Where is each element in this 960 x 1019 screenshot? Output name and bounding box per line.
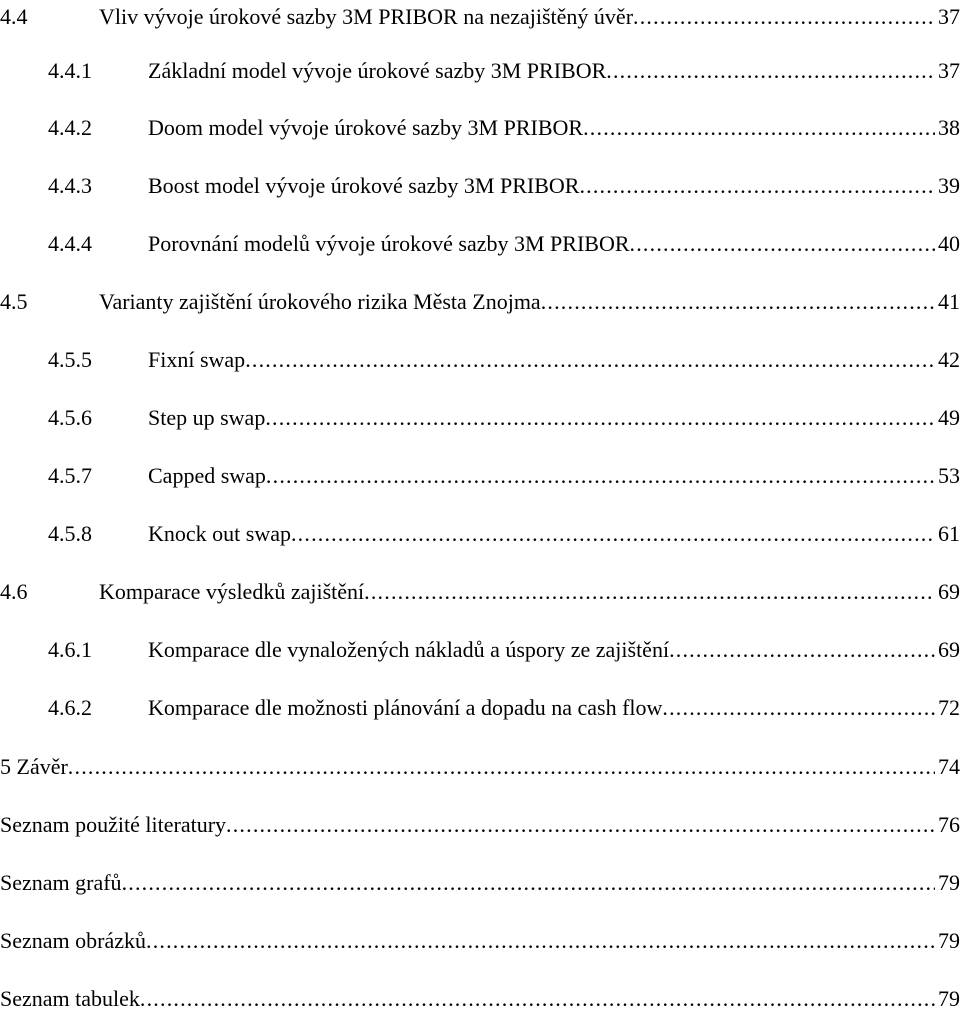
toc-entry-page: 37	[938, 4, 960, 29]
dot-leader	[630, 224, 935, 264]
toc-entry-page: 49	[938, 405, 960, 430]
dot-leader	[140, 979, 935, 1019]
toc-entry-title: Doom model vývoje úrokové sazby 3M PRIBOR	[148, 115, 584, 140]
toc-entry[interactable]	[0, 863, 960, 903]
toc-entry-number: 4.4.4	[48, 231, 92, 256]
toc-entry-page: 76	[938, 812, 960, 837]
toc-entry[interactable]	[0, 398, 960, 438]
toc-entry-title: Komparace výsledků zajištění	[99, 579, 365, 604]
toc-entry-page: 37	[938, 58, 960, 83]
toc-entry[interactable]	[0, 340, 960, 380]
toc-entry-number: 4.4	[0, 4, 28, 29]
toc-entry-title: Boost model vývoje úrokové sazby 3M PRIBOR	[148, 173, 580, 198]
dot-leader	[606, 51, 935, 91]
toc-entry[interactable]	[0, 108, 960, 148]
toc-entry-title-row	[148, 688, 960, 728]
toc-entry[interactable]	[0, 747, 960, 787]
dot-leader	[364, 572, 935, 612]
toc-entry[interactable]	[0, 630, 960, 670]
toc-entry-title-row	[148, 51, 960, 91]
toc-entry-title: Seznam tabulek	[0, 986, 140, 1011]
toc-entry[interactable]	[0, 0, 960, 37]
toc-entry-page: 40	[938, 231, 960, 256]
dot-leader	[265, 398, 935, 438]
dot-leader	[541, 282, 935, 322]
toc-entry-number: 4.4.2	[48, 115, 92, 140]
dot-leader	[633, 0, 935, 37]
toc-entry-number: 4.4.3	[48, 173, 92, 198]
toc-entry-page: 38	[938, 115, 960, 140]
toc-entry-title: Vliv vývoje úrokové sazby 3M PRIBOR na nezajištěný úvěr	[99, 4, 634, 29]
dot-leader	[583, 108, 935, 148]
toc-entry-number: 4.6.1	[48, 637, 92, 662]
toc-entry-title-row	[148, 224, 960, 264]
toc-entry[interactable]	[0, 921, 960, 961]
toc-entry-title: Fixní swap	[148, 347, 246, 372]
toc-entry-title: Varianty zajištění úrokového rizika Města Znojma	[99, 289, 541, 314]
toc-entry-page: 69	[938, 579, 960, 604]
toc-entry-title-row	[148, 108, 960, 148]
toc-entry-title-row	[99, 572, 960, 612]
toc-entry[interactable]	[0, 514, 960, 554]
toc-entry-page: 79	[938, 986, 960, 1011]
toc-entry-page: 41	[938, 289, 960, 314]
toc-entry[interactable]	[0, 224, 960, 264]
toc-entry-title-row	[148, 340, 960, 380]
toc-entry-page: 39	[938, 173, 960, 198]
toc-entry-page: 79	[938, 870, 960, 895]
toc-entry-number: 4.5.5	[48, 347, 92, 372]
toc-entry[interactable]	[0, 166, 960, 206]
toc-entry-number: 4.5.7	[48, 463, 92, 488]
toc-entry-number: 4.6.2	[48, 695, 92, 720]
toc-entry[interactable]	[0, 456, 960, 496]
toc-entry-page: 69	[938, 637, 960, 662]
dot-leader	[146, 921, 935, 961]
toc-entry-title: Knock out swap	[148, 521, 291, 546]
toc-entry-number: 4.6	[0, 579, 28, 604]
toc-entry-page: 42	[938, 347, 960, 372]
dot-leader	[68, 747, 935, 787]
toc-entry-title: Komparace dle možnosti plánování a dopadu na cash flow	[148, 695, 663, 720]
toc-entry-title: Capped swap	[148, 463, 266, 488]
toc-entry-title-row	[0, 747, 960, 787]
dot-leader	[579, 166, 935, 206]
toc-entry-title: Seznam obrázků	[0, 928, 146, 953]
toc-entry-number: 4.5.6	[48, 405, 92, 430]
toc-entry-title-row	[0, 979, 960, 1019]
toc-entry-title-row	[148, 514, 960, 554]
toc-entry[interactable]	[0, 805, 960, 845]
toc-entry-page: 74	[938, 754, 960, 779]
toc-entry-number: 4.5	[0, 289, 28, 314]
toc-entry-page: 72	[938, 695, 960, 720]
toc-entry-title-row	[148, 630, 960, 670]
dot-leader	[669, 630, 935, 670]
dot-leader	[662, 688, 935, 728]
toc-entry-page: 53	[938, 463, 960, 488]
toc-entry-title: Základní model vývoje úrokové sazby 3M PRIBOR	[148, 58, 607, 83]
dot-leader	[291, 514, 935, 554]
toc-entry-number: 4.4.1	[48, 58, 92, 83]
toc-entry-title: Porovnání modelů vývoje úrokové sazby 3M PRIBOR	[148, 231, 630, 256]
toc-entry-page: 79	[938, 928, 960, 953]
toc-entry-title-row	[99, 282, 960, 322]
toc-entry-title-row	[99, 0, 960, 37]
toc-entry-title: Komparace dle vynaložených nákladů a úspory ze zajištění	[148, 637, 670, 662]
toc-entry-title-row	[0, 921, 960, 961]
toc-entry-page: 61	[938, 521, 960, 546]
toc-entry-title-row	[148, 398, 960, 438]
toc-entry-number: 4.5.8	[48, 521, 92, 546]
toc-entry-title-row	[148, 166, 960, 206]
toc-entry-title-row	[148, 456, 960, 496]
toc-entry-title: 5 Závěr	[0, 754, 68, 779]
toc-entry[interactable]	[0, 688, 960, 728]
dot-leader	[245, 340, 935, 380]
toc-entry-title-row	[0, 805, 960, 845]
toc-entry-title: Seznam grafů	[0, 870, 122, 895]
toc-entry[interactable]	[0, 572, 960, 612]
toc-entry-title-row	[0, 863, 960, 903]
toc-entry-title: Seznam použité literatury	[0, 812, 227, 837]
dot-leader	[226, 805, 935, 845]
toc-entry-title: Step up swap	[148, 405, 266, 430]
dot-leader	[122, 863, 935, 903]
toc-entry[interactable]	[0, 51, 960, 91]
toc-entry[interactable]	[0, 282, 960, 322]
dot-leader	[266, 456, 935, 496]
toc-entry[interactable]	[0, 979, 960, 1019]
